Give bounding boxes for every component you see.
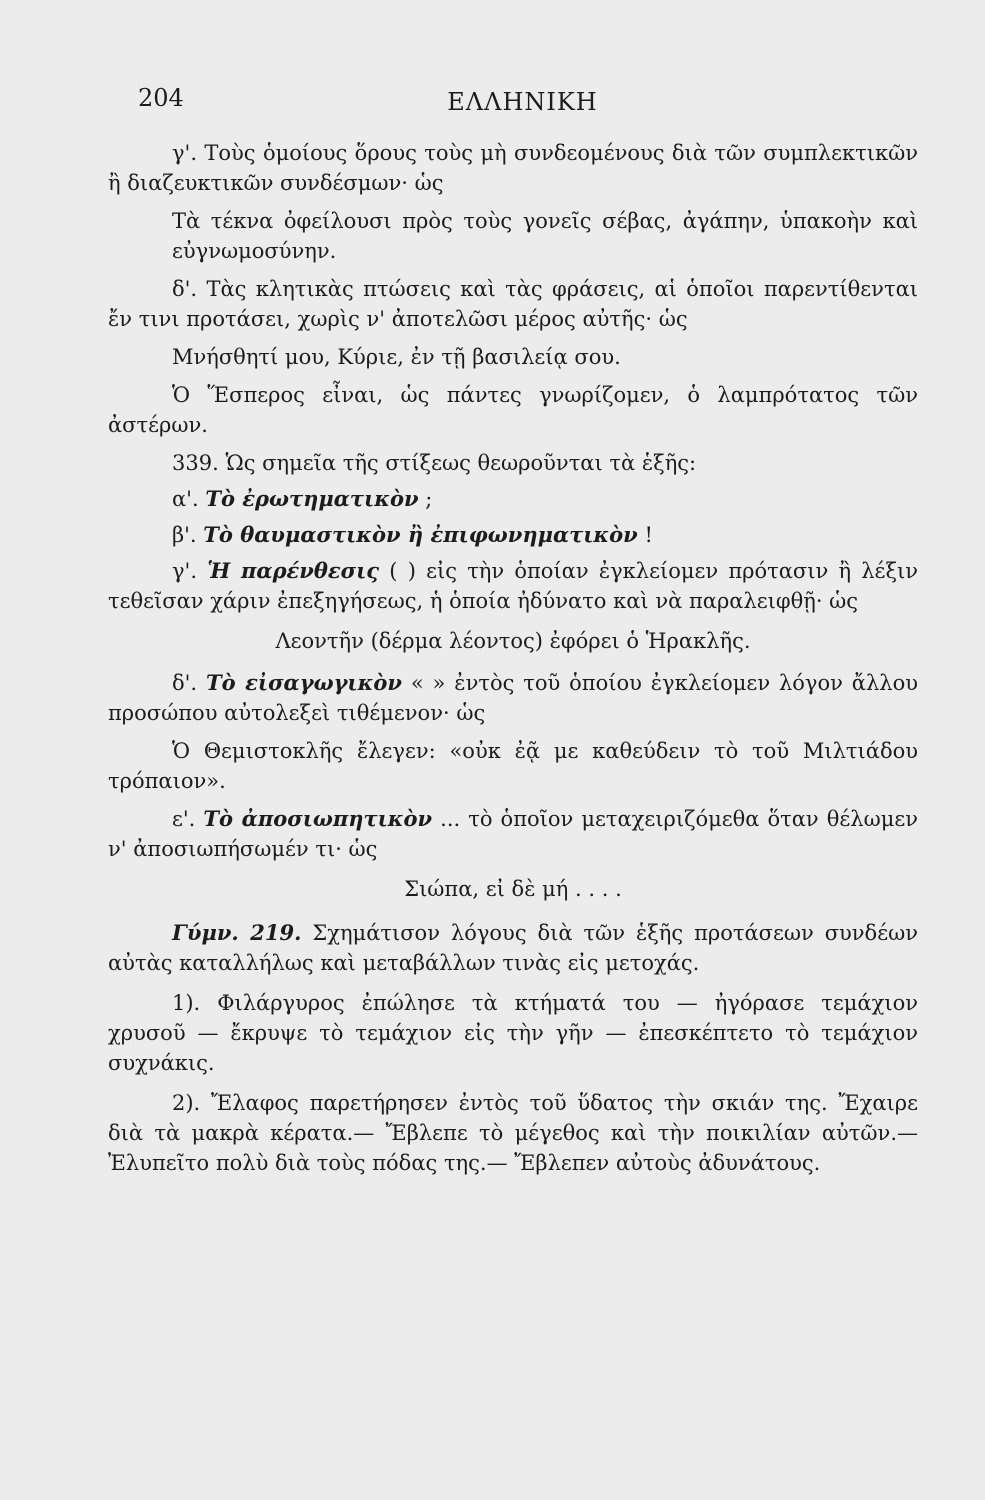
page-body: [108, 138, 918, 1186]
rule-text: Τοὺς ὁμοίους ὅρους τοὺς μὴ συνδεομένους διὰ τῶν συμπλεκτικῶν ἢ διαζευκτικῶν συνδέσμων· ὡς: [108, 141, 918, 195]
exercise-label: Γύμν. 219.: [172, 920, 302, 945]
exercise-instructions: Σχημάτισον λόγους διὰ τῶν ἑξῆς προτάσεων συνδέων αὐτὰς καταλλήλως καὶ μεταβάλλων τινὰς εἰς μετοχάς.: [108, 921, 918, 975]
punct-exclamation: [108, 520, 918, 550]
exercise-item-2: [108, 1088, 918, 1178]
section-number: 339.: [172, 451, 219, 475]
section-intro: Ὡς σημεῖα τῆς στίξεως θεωροῦνται τὰ ἑξῆς:: [225, 451, 697, 475]
punct-name: Τὸ θαυμαστικὸν ἢ ἐπιφωνηματικὸν: [203, 522, 638, 547]
punct-description: τὸ ὁποῖον μεταχειριζόμεθα ὅταν θέλωμεν ν' ἀποσιωπήσωμέν τι· ὡς: [108, 807, 918, 861]
page-header: [0, 80, 985, 120]
punct-name: Τὸ εἰσαγωγικὸν: [205, 670, 402, 695]
item-marker: γ'.: [172, 559, 197, 583]
punct-question-mark: [108, 484, 918, 514]
example-delta-2: Ὁ Ἕσπερος εἶναι, ὡς πάντες γνωρίζομεν, ὁ λαμπρότατος τῶν ἀστέρων.: [108, 383, 918, 437]
exercise-item-1: [108, 988, 918, 1078]
punct-parenthesis: [108, 556, 918, 616]
rule-gamma: [108, 138, 918, 198]
item-marker: δ'.: [172, 671, 198, 695]
exercise-item-number: 1).: [172, 991, 201, 1015]
punct-symbol: ...: [440, 807, 461, 831]
punct-symbol: !: [644, 523, 653, 547]
exercise-item-text: Ἔλαφος παρετήρησεν ἐντὸς τοῦ ὕδατος τὴν σκιάν της. Ἔχαιρε διὰ τὰ μακρὰ κέρατα.— Ἔβλεπε τὸ μέγεθος καὶ τὴν ποικιλίαν αὐτῶν.— Ἐλυπεῖτο πολὺ διὰ τοὺς πόδας της.— Ἔβλεπεν αὐτοὺς ἀδυνάτους.: [108, 1091, 919, 1175]
example-gamma: Τὰ τέκνα ὀφείλουσι πρὸς τοὺς γονεῖς σέβας, ἀγάπην, ὑπακοὴν καὶ εὐγνωμοσύνην.: [172, 209, 918, 263]
exercise-219: [108, 918, 918, 978]
example-delta-1: Μνήσθητί μου, Κύριε, ἐν τῇ βασιλείᾳ σου.: [172, 345, 621, 369]
punct-quotation: [108, 668, 918, 728]
rule-text: Τὰς κλητικὰς πτώσεις καὶ τὰς φράσεις, αἱ ὁποῖοι παρεντίθενται ἔν τινι προτάσει, χωρὶς ν' ἀποτελῶσι μέρος αὐτῆς· ὡς: [108, 277, 918, 331]
example-quotation: Ὁ Θεμιστοκλῆς ἔλεγεν: «οὐκ ἐᾷ με καθεύδειν τὸ τοῦ Μιλτιάδου τρόπαιον».: [108, 739, 918, 793]
punct-description: εἰς τὴν ὁποίαν ἐγκλείομεν πρότασιν ἢ λέξιν τεθεῖσαν χάριν ἐπεξηγήσεως, ἡ ὁποία ἠδύνατο καὶ νὰ παραλειφθῇ· ὡς: [108, 559, 919, 613]
item-marker: α'.: [172, 487, 199, 511]
exercise-item-text: Φιλάργυρος ἐπώλησε τὰ κτήματά του — ἠγόρασε τεμάχιον χρυσοῦ — ἔκρυψε τὸ τεμάχιον εἰς τὴν γῆν — ἐπεσκέπτετο τὸ τεμάχιον συχνάκις.: [108, 991, 918, 1075]
rule-delta: [108, 274, 918, 334]
exercise-item-number: 2).: [172, 1091, 201, 1115]
item-marker: β'.: [172, 523, 197, 547]
punct-symbol: ( ): [389, 559, 416, 583]
punct-ellipsis: [108, 804, 918, 864]
punct-symbol: « »: [410, 671, 446, 695]
punct-symbol: ;: [425, 487, 433, 511]
punct-name: Τὸ ἐρωτηματικὸν: [205, 486, 419, 511]
section-339-intro: [108, 448, 918, 478]
punct-name: Τὸ ἀποσιωπητικὸν: [203, 806, 433, 831]
example-parenthesis: Λεοντῆν (δέρμα λέοντος) ἐφόρει ὁ Ἡρακλῆς.: [275, 629, 751, 653]
running-title: ΕΛΛΗΝΙΚΗ: [447, 88, 598, 116]
rule-marker: γ'.: [172, 141, 197, 165]
punct-description: ἐντὸς τοῦ ὁποίου ἐγκλείομεν λόγον ἄλλου προσώπου αὐτολεξεὶ τιθέμενον· ὡς: [108, 671, 918, 725]
page-number: 204: [138, 84, 184, 112]
punct-name: Ἡ παρένθεσις: [207, 558, 380, 583]
item-marker: ε'.: [172, 807, 196, 831]
rule-marker: δ'.: [172, 277, 198, 301]
example-ellipsis: Σιώπα, εἰ δὲ μή . . . .: [404, 877, 622, 901]
